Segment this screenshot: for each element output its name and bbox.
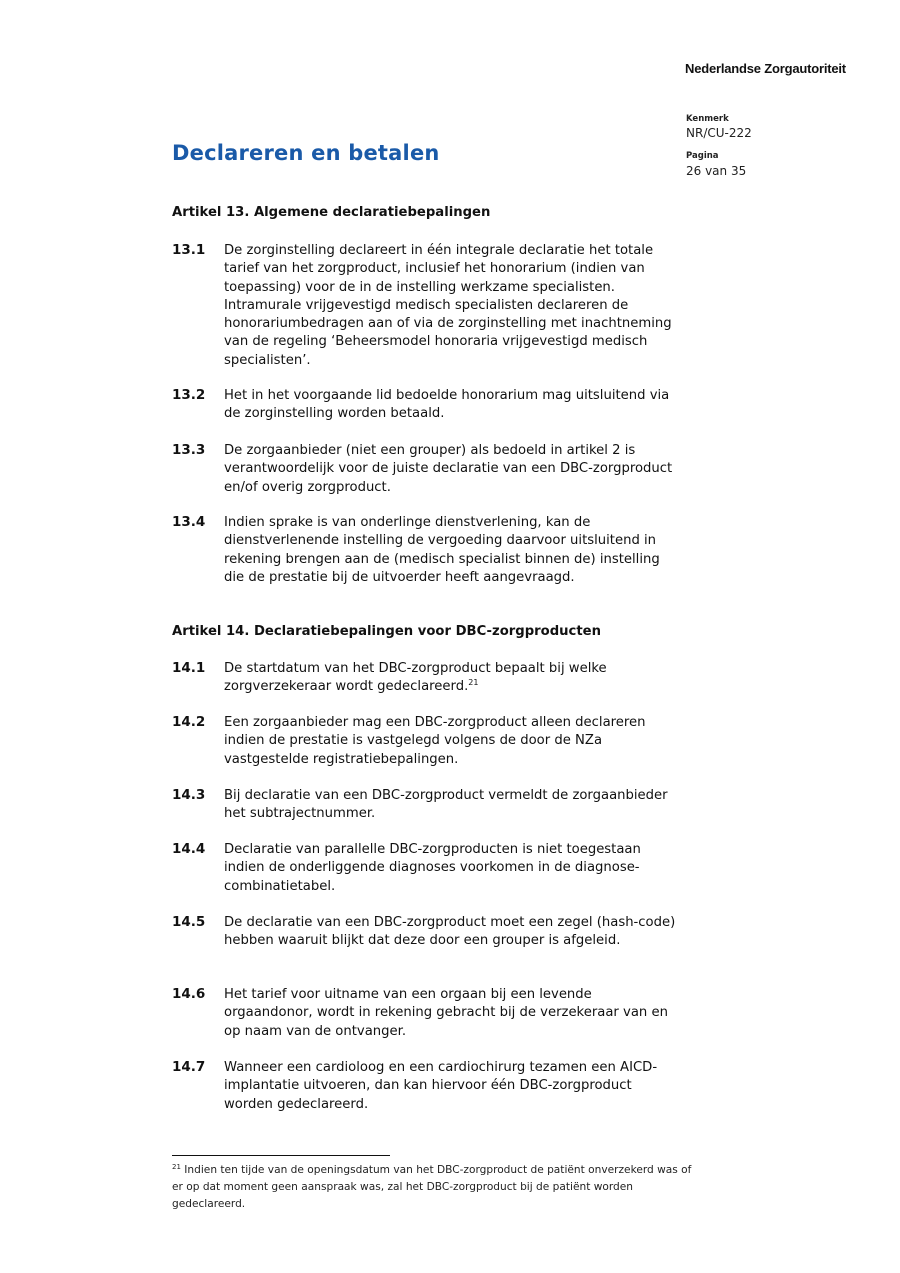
clause-number: 14.7 [172, 1059, 206, 1075]
clause-number: 13.2 [172, 387, 206, 403]
clause-number: 14.2 [172, 714, 206, 730]
footnote-text: Indien ten tijde van de openingsdatum van het DBC-zorgproduct de patiënt onverzekerd was of er op dat moment geen aanspraak was, zal het DBC-zorgproduct bij de patiënt worden gedeclareerd. [172, 1164, 692, 1210]
clause-number: 14.3 [172, 787, 206, 803]
clause-body: De startdatum van het DBC-zorgproduct bepaalt bij welke zorgverzekeraar wordt gedeclareerd. [224, 661, 607, 695]
clause-text: De declaratie van een DBC-zorgproduct moet een zegel (hash-code) hebben waaruit blijkt dat deze door een grouper is afgeleid. [224, 915, 676, 949]
clause-number: 13.4 [172, 514, 206, 530]
clause-text: Indien sprake is van onderlinge dienstverlening, kan de dienstverlenende instelling de vergoeding daarvoor uitsluitend in rekening brengen aan de (medisch specialist binnen de) instelling die de prestatie bij de uitvoerder heeft aangevraagd. [224, 515, 660, 585]
page-title: Declareren en betalen [172, 141, 440, 165]
article-13-title: Artikel 13. Algemene declaratiebepalingen [172, 205, 491, 220]
clause-text: Bij declaratie van een DBC-zorgproduct vermeldt de zorgaanbieder het subtrajectnummer. [224, 788, 668, 822]
clause-number: 14.4 [172, 841, 206, 857]
footnote [172, 1162, 692, 1213]
kenmerk-label: Kenmerk [686, 114, 729, 124]
clause-number: 14.5 [172, 914, 206, 930]
footnote-separator [172, 1155, 390, 1156]
clause-number: 14.6 [172, 986, 206, 1002]
clause-text: Een zorgaanbieder mag een DBC-zorgproduct alleen declareren indien de prestatie is vastgelegd volgens de door de NZa vastgestelde registratiebepalingen. [224, 715, 646, 767]
clause-text: Het in het voorgaande lid bedoelde honorarium mag uitsluitend via de zorginstelling worden betaald. [224, 388, 670, 422]
kenmerk-value: NR/CU-222 [686, 126, 752, 140]
clause-number: 13.3 [172, 442, 206, 458]
article-14-title: Artikel 14. Declaratiebepalingen voor DBC-zorgproducten [172, 624, 601, 639]
clause-text [224, 660, 684, 697]
clause-text: Het tarief voor uitname van een orgaan bij een levende orgaandonor, wordt in rekening gebracht bij de verzekeraar van en op naam van de ontvanger. [224, 987, 668, 1039]
organization-name: Nederlandse Zorgautoriteit [685, 61, 846, 76]
pagina-value: 26 van 35 [686, 164, 747, 178]
footnote-reference[interactable]: 21 [468, 678, 479, 688]
clause-text: De zorginstelling declareert in één integrale declaratie het totale tarief van het zorgproduct, inclusief het honorarium (indien van toepassing) voor de in de instelling werkzame specialisten. Intramurale vrijgevestigd medisch specialisten declareren de honorariumbedragen aan of via de zorginstelling met inachtneming van de regeling ‘Beheersmodel honoraria vrijgevestigd medisch specialisten’. [224, 243, 672, 368]
footnote-number: 21 [172, 1163, 181, 1171]
pagina-label: Pagina [686, 151, 719, 161]
clause-number: 13.1 [172, 242, 206, 258]
clause-number: 14.1 [172, 660, 206, 676]
clause-text: De zorgaanbieder (niet een grouper) als bedoeld in artikel 2 is verantwoordelijk voor de juiste declaratie van een DBC-zorgproduct en/of overig zorgproduct. [224, 443, 673, 495]
clause-text: Wanneer een cardioloog en een cardiochirurg tezamen een AICD-implantatie uitvoeren, dan kan hiervoor één DBC-zorgproduct worden gedeclareerd. [224, 1060, 658, 1112]
clause-text: Declaratie van parallelle DBC-zorgproducten is niet toegestaan indien de onderliggende diagnoses voorkomen in de diagnose-combinatietabel. [224, 842, 641, 894]
